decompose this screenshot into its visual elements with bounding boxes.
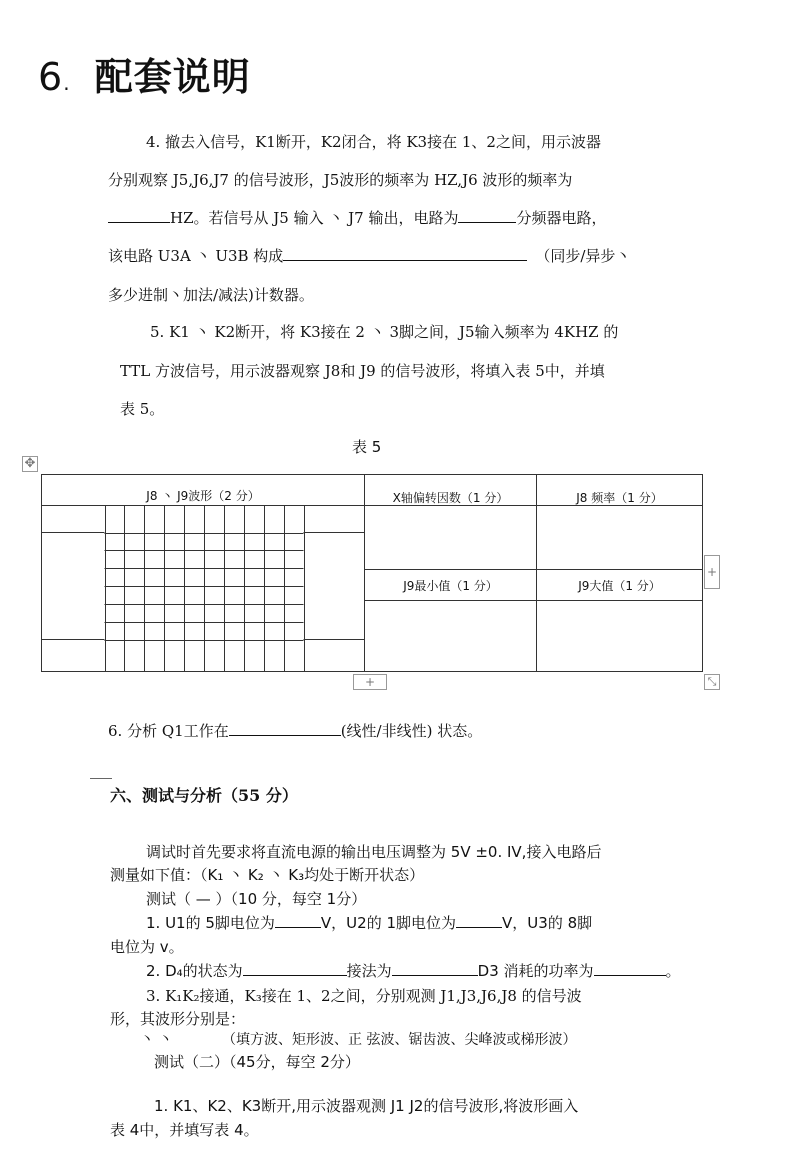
test2-title: 测试（二）（45分，每空 2分） (154, 1053, 360, 1071)
test1-q3: 3. K₁K₂接通，K₃接在 1、2之间，分别观测 J1,J3,J6,J8 的信号波 (146, 987, 582, 1005)
intro-line2: 测量如下值：（K₁ 丶 K₂ 丶 K₃均处于断开状态） (110, 866, 425, 884)
test1-q3-options: （填方波、矩形波、正 弦波、锯齿波、尖峰波或梯形波） (222, 1032, 577, 1048)
heading-dot: . (63, 71, 71, 95)
table-header-j9-max: J9大值（1 分） (578, 579, 661, 593)
item4-line5: 多少进制丶加法/减法)计数器。 (108, 286, 314, 304)
blank-q1-state[interactable] (229, 721, 341, 736)
table-resize-icon[interactable]: ⤡ (704, 674, 720, 690)
item4-line3: HZ。若信号从 J5 输入 丶 J7 输出，电路为 分频器电路， (108, 208, 606, 228)
table-header-j8-freq: J8 频率（1 分） (576, 491, 663, 505)
blank-u1-pin5[interactable] (275, 913, 321, 928)
test1-q1: 1. U1的 5脚电位为 V，U2的 1脚电位为 V，U3的 8脚 (146, 914, 593, 932)
table-header-x-factor: X轴偏转因数（1 分） (392, 491, 509, 505)
item5-line2: TTL 方波信号，用示波器观察 J8和 J9 的信号波形，将填入表 5中，并填 (120, 362, 605, 380)
item4-line2: 分别观察 J5,J6,J7 的信号波形，J5波形的频率为 HZ,J6 波形的频率为 (108, 171, 573, 189)
item5-line1: 5. K1 丶 K2断开，将 K3接在 2 丶 3脚之间，J5输入频率为 4KHZ 的 (150, 323, 619, 341)
test2-q1: 1. K1、K2、K3断开,用示波器观测 J1 J2的信号波形,将波形画入 (154, 1097, 579, 1115)
add-column-button[interactable]: + (704, 555, 720, 589)
table-header-j9-min: J9最小值（1 分） (403, 579, 498, 593)
heading-title: 配套说明 (94, 55, 251, 99)
section-divider (90, 778, 112, 779)
blank-d3-power[interactable] (594, 961, 666, 976)
item6-line: 6. 分析 Q1工作在 (线性/非线性) 状态。 (108, 722, 483, 740)
test1-title: 测试（ — ）（10 分，每空 1分） (146, 890, 367, 908)
heading-number: 6 (38, 55, 64, 99)
blank-d4-connection[interactable] (392, 961, 478, 976)
table-caption: 表 5 (352, 438, 382, 456)
blank-d4-state[interactable] (243, 961, 347, 976)
test1-q1-cont: 电位为 v。 (110, 938, 184, 956)
item4-line1: 4. 撤去入信号，K1断开，K2闭合，将 K3接在 1、2之间，用示波器 (146, 133, 601, 151)
test1-q2: 2. D₄的状态为 接法为 D3 消耗的功率为 。 (146, 962, 681, 980)
item5-line3: 表 5。 (120, 400, 165, 418)
test2-q1-cont: 表 4中，并填写表 4。 (110, 1121, 259, 1139)
test1-q3-cont: 形，其波形分别是： (110, 1010, 246, 1028)
section6-title: 六、测试与分析（55 分） (110, 786, 298, 805)
test1-q3-blanks: 丶 丶 (140, 1032, 173, 1048)
add-row-button[interactable]: + (353, 674, 387, 690)
oscilloscope-grid (105, 506, 305, 672)
blank-u2-pin1[interactable] (456, 913, 502, 928)
table-move-icon[interactable]: ✥ (22, 456, 38, 472)
item4-line4: 该电路 U3A 丶 U3B 构成 （同步/异步丶 (108, 247, 631, 265)
table-header-waveform: J8 丶 J9波形（2 分） (146, 489, 260, 503)
intro-line1: 调试时首先要求将直流电源的输出电压调整为 5V ±0. IV,接入电路后 (146, 843, 602, 861)
